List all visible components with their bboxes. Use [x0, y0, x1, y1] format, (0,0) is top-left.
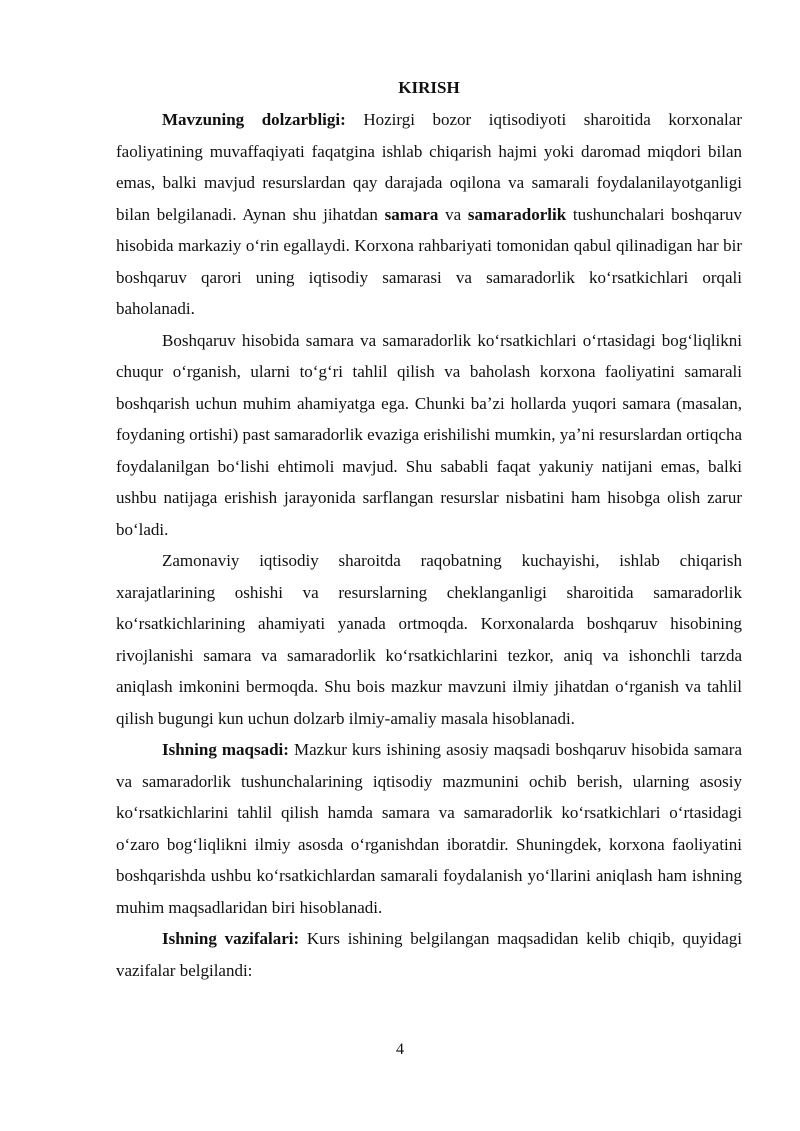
tasks-text: Kurs ishining belgilangan maqsadidan kelib chiqib, quyidagi vazifalar belgilandi: — [116, 929, 742, 980]
goal-text: Mazkur kurs ishining asosiy maqsadi boshqaruv hisobida samara va samaradorlik tushunchalarining iqtisodiy mazmunini ochib berish, ularning asosiy koʻrsatkichlarini tahlil qilish hamda samara va samaradorlik koʻrsatkichlari oʻrtasidagi oʻzaro bogʻliqlikni ilmiy asosda oʻrganishdan iboratdir. Shuningdek, korxona faoliyatini boshqarishda ushbu koʻrsatkichlardan samarali foydalanish yoʻllarini aniqlash ham ishning muhim maqsadlaridan biri hisoblanadi. — [116, 740, 743, 917]
term-samara: samara — [384, 204, 439, 224]
paragraph-goal — [116, 734, 742, 923]
paragraph-modern-conditions — [116, 545, 742, 734]
relevance-text-2: va — [438, 204, 468, 224]
page-number: 4 — [396, 1041, 404, 1058]
relevance-text-3: tushunchalari boshqaruv hisobida markaziy oʻrin egallaydi. Korxona rahbariyati tomonidan qabul qilinadigan har bir boshqaruv qarori uning iqtisodiy samarasi va samaradorlik koʻrsatkichlari orqali baholanadi. — [116, 204, 743, 318]
term-samaradorlik: samaradorlik — [467, 204, 567, 224]
section-title: KIRISH — [398, 78, 460, 97]
paragraph-tasks — [116, 923, 742, 986]
paragraph-relationship — [116, 325, 742, 546]
modern-conditions-text: Zamonaviy iqtisodiy sharoitda raqobatning kuchayishi, ishlab chiqarish xarajatlarining oshishi va resurslarning cheklanganligi sharoitida samaradorlik koʻrsatkichlarining ahamiyati yanada ortmoqda. Korxonalarda boshqaruv hisobining rivojlanishi samara va samaradorlik koʻrsatkichlarini tezkor, aniq va ishonchli tarzda aniqlash imkonini bermoqda. Shu bois mazkur mavzuni ilmiy jihatdan oʻrganish va tahlil qilish bugungi kun uchun dolzarb ilmiy-amaliy masala hisoblanadi. — [116, 551, 742, 728]
tasks-label: Ishning vazifalari: — [162, 929, 300, 948]
relevance-text-1: Hozirgi bozor iqtisodiyoti sharoitida korxonalar faoliyatining muvaffaqiyati faqatgina ishlab chiqarish hajmi yoki daromad miqdori bilan emas, balki mavjud resurslardan qay darajada oqilona va samarali foydalanilayotganligi bilan belgilanadi. Aynan shu jihatdan — [116, 110, 742, 224]
page-body — [116, 74, 742, 986]
relevance-label: Mavzuning dolzarbligi: — [162, 110, 346, 129]
goal-label: Ishning maqsadi: — [162, 740, 289, 759]
relationship-text: Boshqaruv hisobida samara va samaradorlik koʻrsatkichlari oʻrtasidagi bogʻliqlikni chuqur oʻrganish, ularni toʻgʻri tahlil qilish va baholash korxona faoliyatini samarali boshqarish uchun muhim ahamiyatga ega. Chunki baʼzi hollarda yuqori samara (masalan, foydaning ortishi) past samaradorlik evaziga erishilishi mumkin, yaʼni resurslardan ortiqcha foydalanilgan boʻlishi ehtimoli mavjud. Shu sababli faqat yakuniy natijani emas, balki ushbu natijaga erishish jarayonida sarflangan resurslar nisbatini ham hisobga olish zarur boʻladi. — [116, 330, 742, 539]
paragraph-relevance — [116, 104, 742, 325]
